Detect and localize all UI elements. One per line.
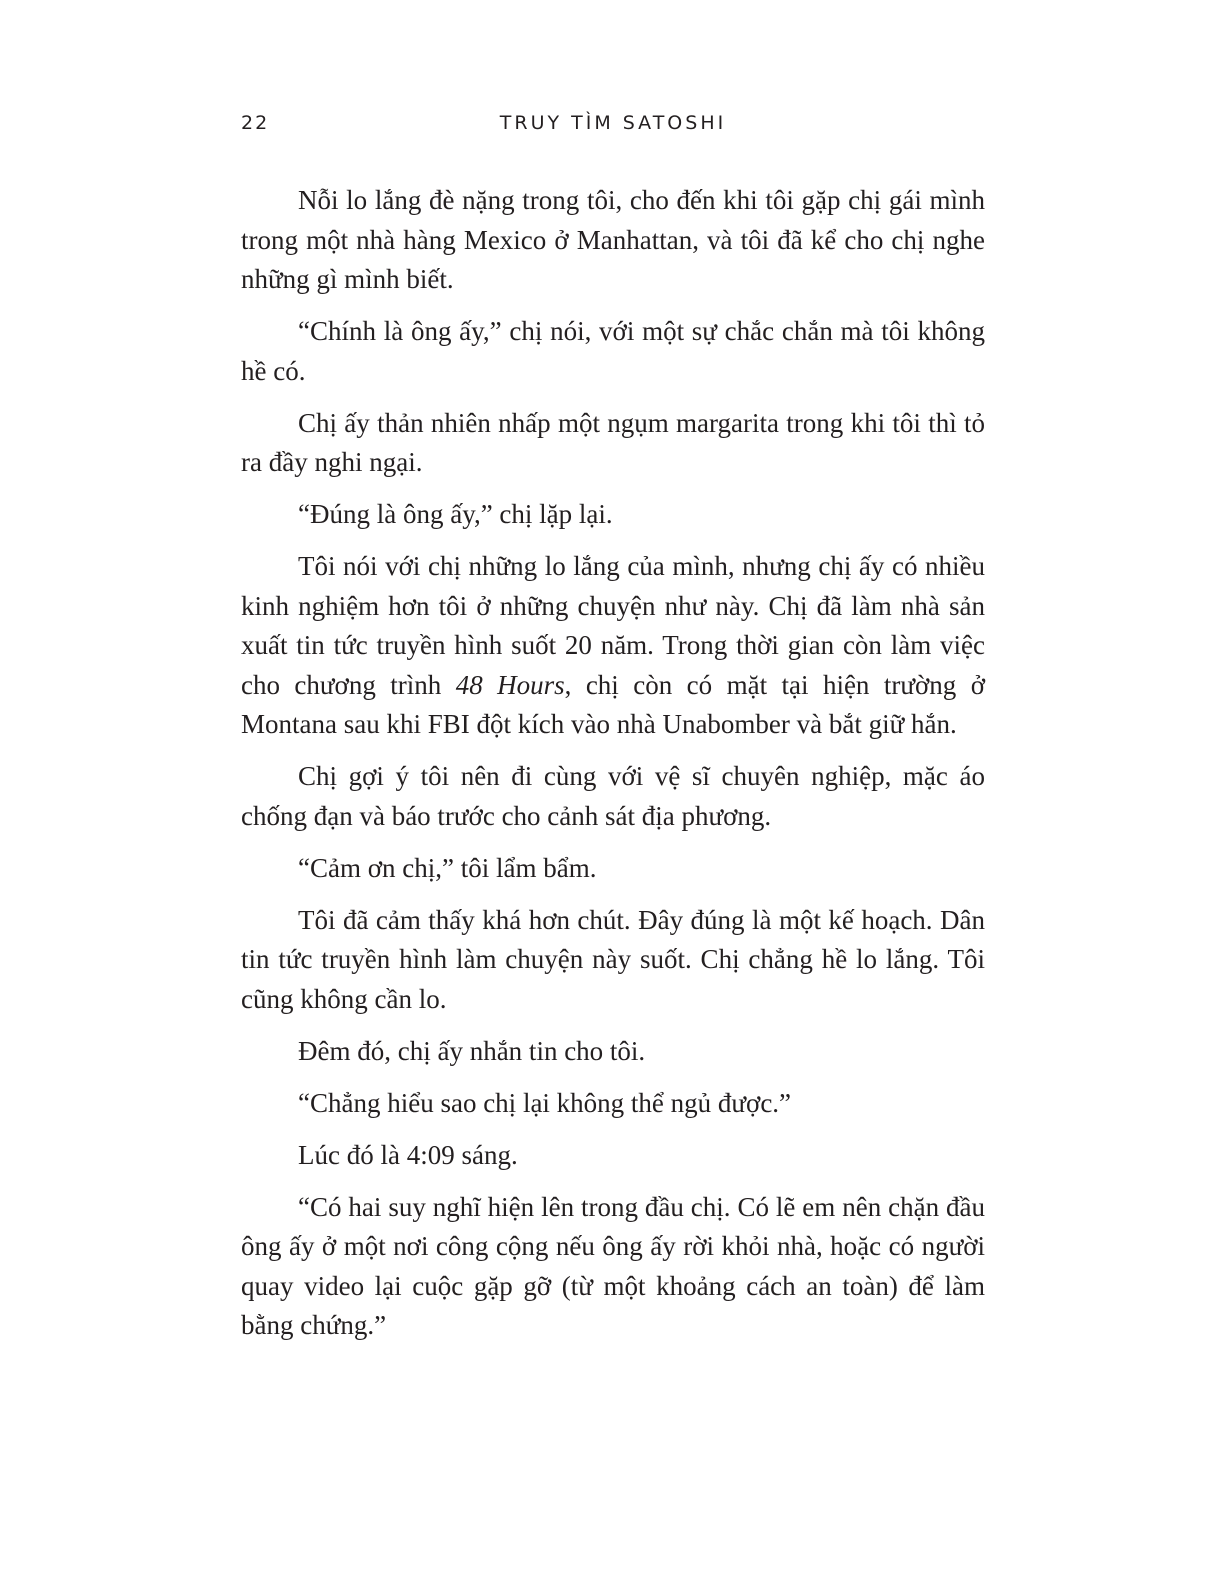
paragraph: “Đúng là ông ấy,” chị lặp lại. [298,499,613,529]
paragraph: Chị ấy thản nhiên nhấp một ngụm margarita trong khi tôi thì tỏ ra đầy nghi ngại. [241,407,985,477]
paragraph: “Chẳng hiểu sao chị lại không thể ngủ được.” [298,1087,792,1118]
paragraph-text: Tôi nói với chị những lo lắng của mình, nhưng chị ấy có nhiều kinh nghiệm hơn tôi ở những chuyện như này. Chị đã làm nhà sản xuất tin tức truyền hình suốt 20 năm. Trong thời gian còn làm việc cho chương trình [241,551,985,700]
paragraph: Tôi đã cảm thấy khá hơn chút. Đây đúng là một kế hoạch. Dân tin tức truyền hình làm chuyện này suốt. Chị chẳng hề lo lắng. Tôi cũng không cần lo. [241,904,985,1014]
page-number: 22 [241,112,270,134]
paragraph: “Cảm ơn chị,” tôi lẩm bẩm. [298,852,597,883]
paragraph: “Chính là ông ấy,” chị nói, với một sự chắc chắn mà tôi không hề có. [241,316,985,386]
book-title: TRUY TÌM SATOSHI [499,112,727,134]
paragraph [241,547,985,745]
show-title: 48 Hours [455,669,565,700]
running-head [241,112,985,142]
paragraph: Nỗi lo lắng đè nặng trong tôi, cho đến khi tôi gặp chị gái mình trong một nhà hàng Mexico ở Manhattan, và tôi đã kể cho chị nghe những gì mình biết. [241,185,985,294]
body-text [241,181,985,1358]
paragraph-text: , chị còn có mặt tại hiện trường ở Montana sau khi FBI đột kích vào nhà Unabomber và bắt giữ hắn. [241,669,985,739]
paragraph: Đêm đó, chị ấy nhắn tin cho tôi. [298,1035,646,1066]
paragraph: Lúc đó là 4:09 sáng. [298,1139,518,1170]
paragraph: “Có hai suy nghĩ hiện lên trong đầu chị. Có lẽ em nên chặn đầu ông ấy ở một nơi công cộng nếu ông ấy rời khỏi nhà, hoặc có người quay video lại cuộc gặp gỡ (từ một khoảng cách an toàn) để làm bằng chứng.” [241,1191,985,1340]
paragraph: Chị gợi ý tôi nên đi cùng với vệ sĩ chuyên nghiệp, mặc áo chống đạn và báo trước cho cảnh sát địa phương. [241,761,985,831]
